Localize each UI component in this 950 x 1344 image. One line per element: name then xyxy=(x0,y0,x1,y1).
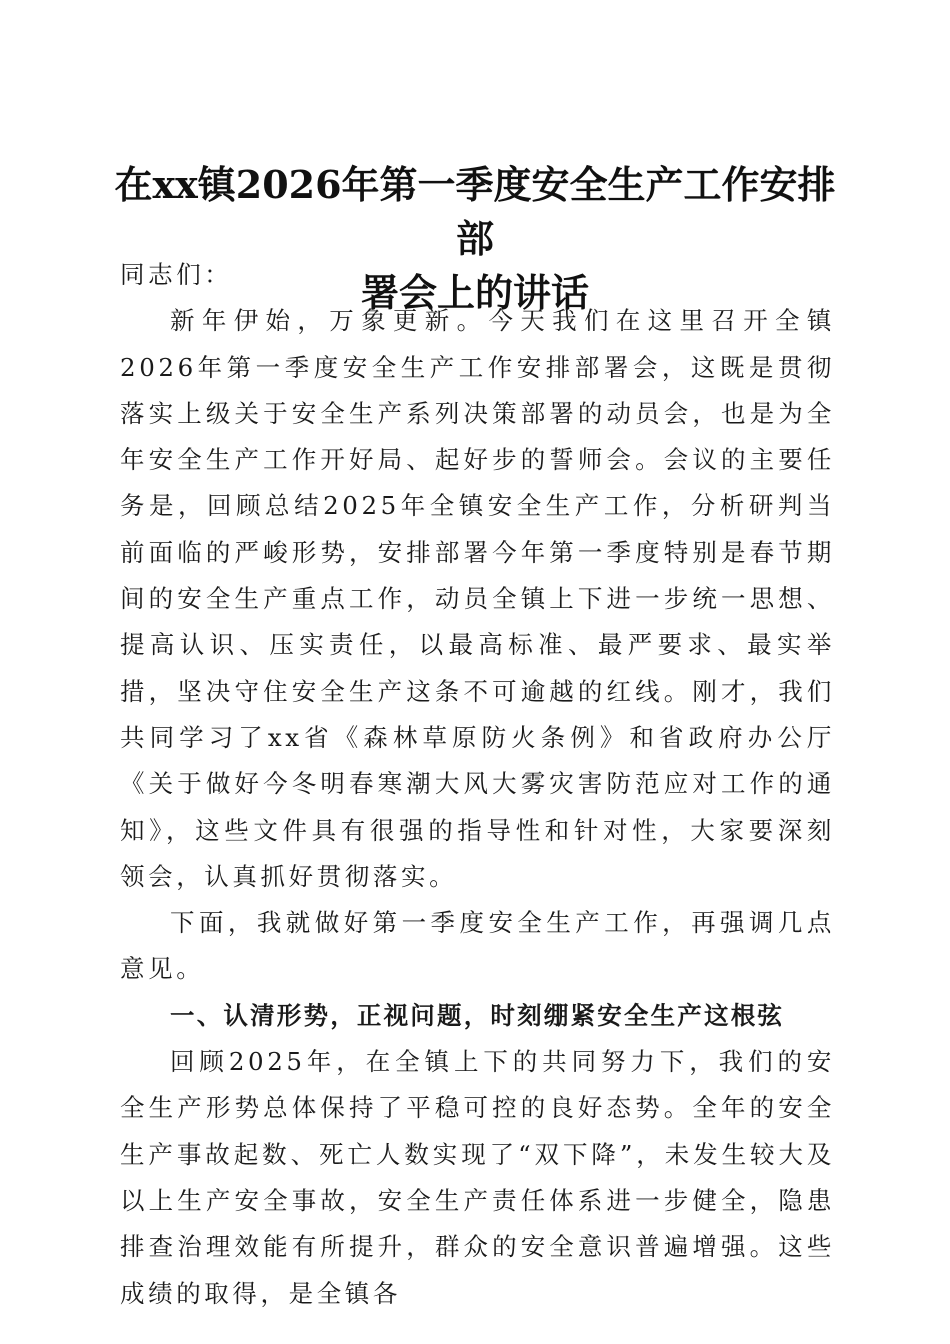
salutation: 同志们： xyxy=(120,260,233,289)
paragraph-opening: 新年伊始，万象更新。今天我们在这里召开全镇2026年第一季度安全生产工作安排部署会，这既是贯彻落实上级关于安全生产系列决策部署的动员会，也是为全年安全生产工作开好局、起好步的誓师会。会议的主要任务是，回顾总结2025年全镇安全生产工作，分析研判当前面临的严峻形势，安排部署今年第一季度特别是春节期间的安全生产重点工作，动员全镇上下进一步统一思想、提高认识、压实责任，以最高标准、最严要求、最实举措，坚决守住安全生产这条不可逾越的红线。刚才，我们共同学习了xx省《森林草原防火条例》和省政府办公厅《关于做好今冬明春寒潮大风大雾灾害防范应对工作的通知》，这些文件具有很强的指导性和针对性，大家要深刻领会，认真抓好贯彻落实。 xyxy=(120,306,835,891)
title-line-2: 署会上的讲话 xyxy=(360,270,589,316)
document-body xyxy=(120,252,835,1317)
title-line-1: 在xx镇2026年第一季度安全生产工作安排部 xyxy=(114,162,836,262)
section-paragraph: 回顾2025年，在全镇上下的共同努力下，我们的安全生产形势总体保持了平稳可控的良好态势。全年的安全生产事故起数、死亡人数实现了“双下降”，未发生较大及以上生产安全事故，安全生产责任体系进一步健全，隐患排查治理效能有所提升，群众的安全意识普遍增强。这些成绩的取得，是全镇各 xyxy=(120,1047,835,1308)
paragraph-transition: 下面，我就做好第一季度安全生产工作，再强调几点意见。 xyxy=(120,908,835,984)
section-heading: 一、认清形势，正视问题，时刻绷紧安全生产这根弦 xyxy=(170,1000,785,1030)
